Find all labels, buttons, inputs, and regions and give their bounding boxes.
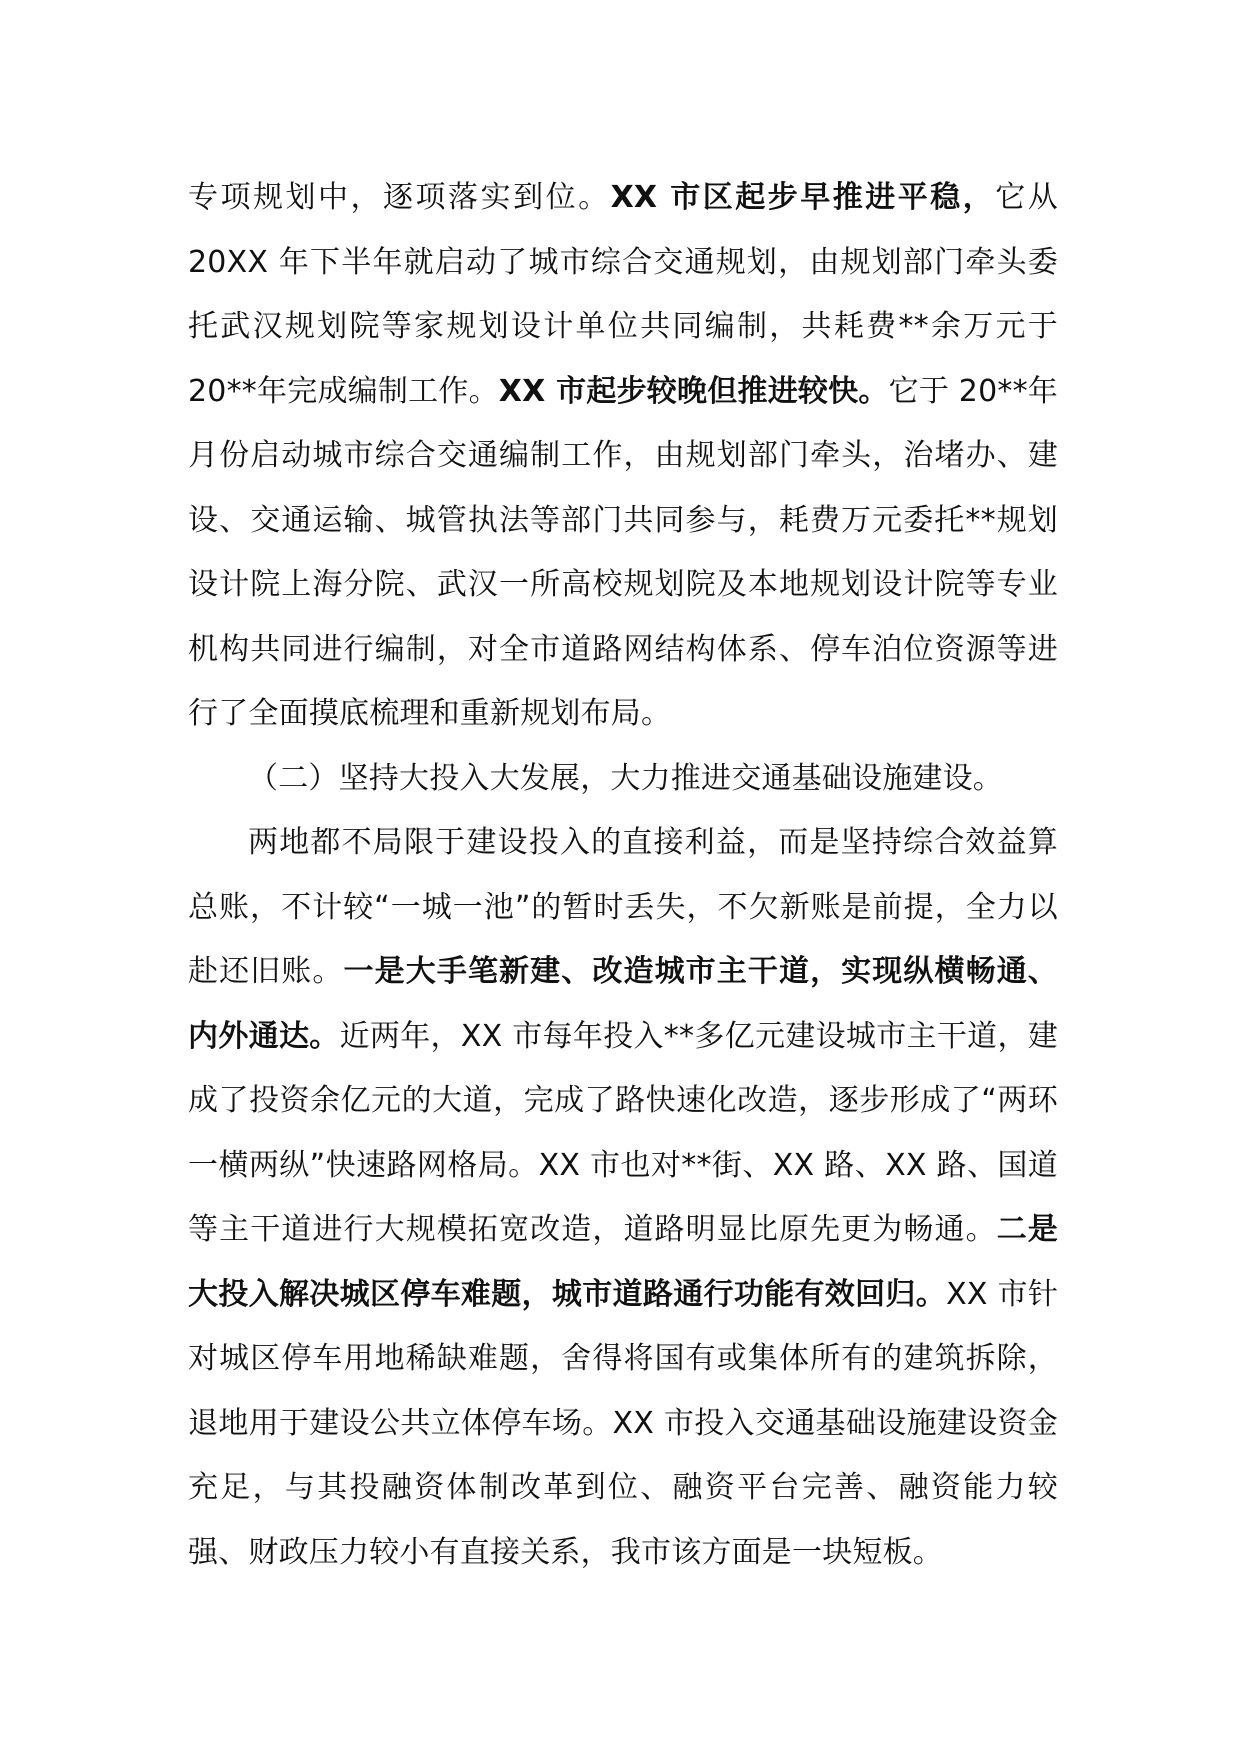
document-body [188, 166, 1058, 1585]
bold-run: 一是大手笔新建、改造城市主干道，实现纵横畅通、内外通达。 [188, 954, 1059, 1054]
text-run: XX 市针对城区停车用地稀缺难题，舍得将国有或集体所有的建筑拆除，退地用于建设公共立体停车场。XX 市投入交通基础设施建设资金充足，与其投融资体制改革到位、融资平台完善、融资能力较强、财政压力较小有直接关系，我市该方面是一块短板。 [188, 1276, 1059, 1570]
bold-run: XX 市区起步早推进平稳， [610, 180, 996, 215]
text-run: 它于 20**年月份启动城市综合交通编制工作，由规划部门牵头，治堵办、建设、交通运输、城管执法等部门共同参与，耗费万元委托**规划设计院上海分院、武汉一所高校规划院及本地规划设计院等专业机构共同进行编制，对全市道路网结构体系、停车泊位资源等进行了全面摸底梳理和重新规划布局。 [188, 373, 1058, 731]
paragraph-investment [188, 811, 1058, 1585]
section-heading [188, 747, 1058, 812]
bold-run: 二是大投入解决城区停车难题，城市道路通行功能有效回归。 [188, 1212, 1058, 1312]
bold-run: XX 市起步较晚但推进较快。 [498, 373, 889, 409]
heading-text: （二）坚持大投入大发展，大力推进交通基础设施建设。 [248, 760, 1003, 796]
text-run: 专项规划中，逐项落实到位。 [188, 180, 611, 215]
text-run: 近两年，XX 市每年投入**多亿元建设城市主干道，建成了投资余亿元的大道，完成了路快速化改造，逐步形成了“两环一横两纵”快速路网格局。XX 市也对**街、XX 路、XX 路、国道等主干道进行大规模拓宽改造，道路明显比原先更为畅通。 [188, 1018, 1059, 1247]
text-run: 两地都不局限于建设投入的直接利益，而是坚持综合效益算总账，不计较“一城一池”的暂时丢失，不欠新账是前提，全力以赴还旧账。 [188, 825, 1058, 989]
text-run: 它从 20XX 年下半年就启动了城市综合交通规划，由规划部门牵头委托武汉规划院等家规划设计单位共同编制，共耗费**余万元于 20**年完成编制工作。 [188, 180, 1058, 409]
paragraph-planning [188, 166, 1058, 747]
